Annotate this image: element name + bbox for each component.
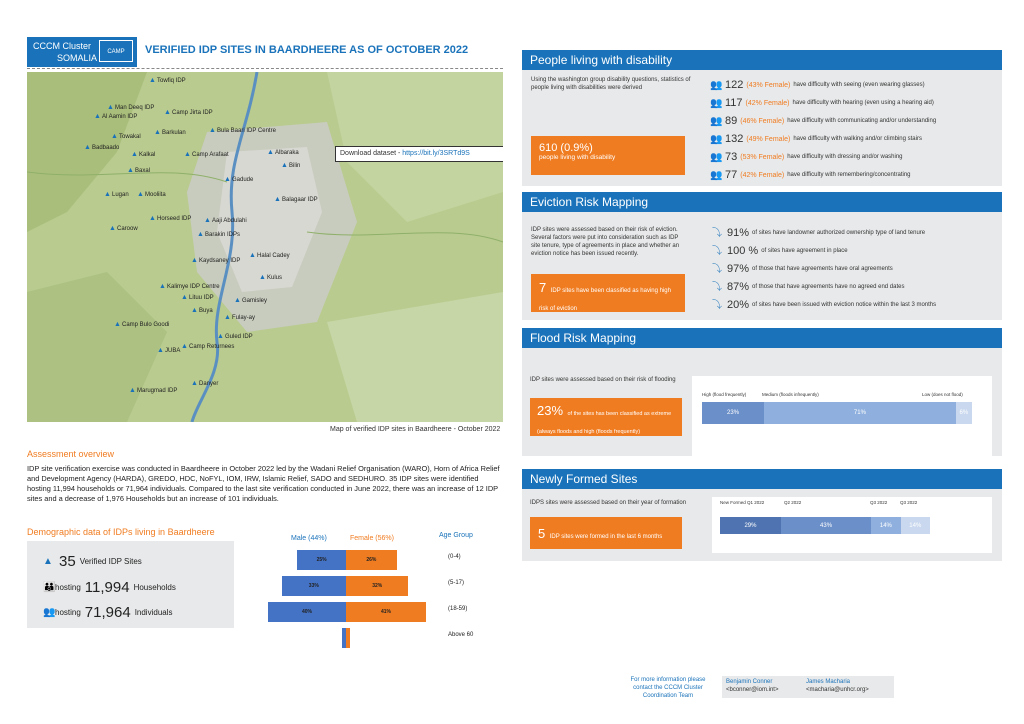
map-site-label: Caroow bbox=[117, 226, 138, 232]
idp-site-pin-icon[interactable]: ▲ bbox=[191, 257, 198, 264]
person-disability-icon: 👥 bbox=[710, 151, 723, 163]
disability-text: have difficulty with hearing (even using a hearing aid) bbox=[792, 100, 934, 106]
population-pyramid bbox=[230, 550, 510, 660]
map-site-label: Kaydsaney IDP bbox=[199, 258, 241, 264]
map-site-label: Marugmad IDP bbox=[137, 388, 178, 394]
map-site-label: Guled IDP bbox=[225, 334, 253, 340]
disability-value: 73 bbox=[725, 151, 738, 163]
idp-site-pin-icon[interactable]: ▲ bbox=[224, 176, 231, 183]
disability-female: (46% Female) bbox=[740, 117, 785, 125]
contact1-name: Benjamin Conner bbox=[726, 679, 773, 685]
flood-chart bbox=[692, 376, 992, 456]
households-suffix: Households bbox=[133, 583, 176, 592]
tent-icon: ▲ bbox=[43, 556, 53, 567]
disability-value: 77 bbox=[725, 169, 738, 181]
dataset-url[interactable]: https://bit.ly/3SRTd9S bbox=[402, 150, 470, 157]
eviction-value: 91% bbox=[727, 227, 750, 239]
bar-category-label: Low (does not flood) bbox=[922, 392, 963, 397]
disability-female: (42% Female) bbox=[745, 99, 790, 107]
map-site-label: JUBA bbox=[165, 348, 181, 354]
disability-text: have difficulty with remembering/concentrating bbox=[787, 172, 911, 178]
disability-list bbox=[710, 76, 1000, 184]
download-dataset-link[interactable] bbox=[335, 146, 503, 162]
eviction-text: of those that have agreements have oral agreements bbox=[752, 266, 893, 272]
eviction-value: 20% bbox=[727, 299, 750, 311]
disability-item bbox=[710, 76, 1000, 94]
eviction-item bbox=[712, 242, 1000, 260]
logo-line1: CCCM Cluster bbox=[33, 41, 92, 51]
newsites-categories bbox=[712, 500, 992, 518]
eviction-panel bbox=[522, 212, 1002, 320]
disability-item bbox=[710, 148, 1000, 166]
eviction-icon: ⤵ bbox=[712, 245, 722, 257]
eviction-value: 87% bbox=[727, 281, 750, 293]
idp-site-pin-icon[interactable]: ▲ bbox=[94, 113, 101, 120]
disability-text: have difficulty with communicating and/or understanding bbox=[787, 118, 937, 124]
idp-site-pin-icon[interactable]: ▲ bbox=[107, 104, 114, 111]
households-value: 11,994 bbox=[84, 579, 130, 596]
idp-site-pin-icon[interactable]: ▲ bbox=[131, 151, 138, 158]
map-site-label: Gadude bbox=[232, 177, 254, 183]
idp-site-pin-icon[interactable]: ▲ bbox=[204, 217, 211, 224]
map-site-label: Camp Arafaat bbox=[192, 152, 229, 158]
idp-site-pin-icon[interactable]: ▲ bbox=[181, 343, 188, 350]
disability-item bbox=[710, 112, 1000, 130]
age-group-tick: (0-4) bbox=[448, 554, 461, 560]
bar-category-label: Q2 2022 bbox=[784, 500, 802, 505]
map-site-label: Badbaado bbox=[92, 145, 120, 151]
flood-heading: Flood Risk Mapping bbox=[522, 328, 1002, 348]
map-background bbox=[27, 72, 503, 422]
disability-female: (49% Female) bbox=[746, 135, 791, 143]
assessment-heading: Assessment overview bbox=[27, 449, 115, 459]
idp-site-pin-icon[interactable]: ▲ bbox=[84, 144, 91, 151]
male-legend: Male (44%) bbox=[291, 535, 327, 542]
eviction-text: of those that have agreements have no agreed end dates bbox=[752, 284, 905, 290]
map-site-label: Camp Bulo Goodi bbox=[122, 322, 170, 328]
sites-value: 35 bbox=[59, 553, 76, 570]
disability-heading: People living with disability bbox=[522, 50, 1002, 70]
disability-text: have difficulty with seeing (even wearing glasses) bbox=[793, 82, 925, 88]
map-site-label: Albaraka bbox=[275, 150, 299, 156]
person-disability-icon: 👥 bbox=[710, 115, 723, 127]
individuals-value: 71,964 bbox=[84, 604, 131, 621]
map-site-label: Baxal bbox=[135, 168, 151, 174]
eviction-heading: Eviction Risk Mapping bbox=[522, 192, 1002, 212]
newsites-bar bbox=[720, 517, 930, 534]
idp-site-pin-icon[interactable]: ▲ bbox=[109, 225, 116, 232]
idp-site-pin-icon[interactable]: ▲ bbox=[224, 314, 231, 321]
idp-site-pin-icon[interactable]: ▲ bbox=[159, 283, 166, 290]
eviction-item bbox=[712, 296, 1000, 314]
female-bar: 26% bbox=[346, 550, 397, 570]
contact-1 bbox=[726, 678, 778, 694]
newsites-chart bbox=[712, 497, 992, 553]
map-site-label: Kulus bbox=[267, 275, 283, 281]
contact1-email[interactable]: <bconner@iom.int> bbox=[726, 687, 779, 693]
map-site-label: Mooliita bbox=[145, 192, 166, 198]
map-site-label: Gamisley bbox=[242, 298, 268, 304]
map-site-label: Man Deeq IDP bbox=[115, 105, 155, 111]
eviction-text: of sites have agreement in place bbox=[761, 248, 848, 254]
bar-segment: 6% bbox=[956, 402, 972, 424]
newsites-panel bbox=[522, 489, 1002, 561]
idp-site-pin-icon[interactable]: ▲ bbox=[127, 167, 134, 174]
map-site-label: Horseed IDP bbox=[157, 216, 192, 222]
eviction-icon: ⤵ bbox=[712, 263, 722, 275]
disability-value: 132 bbox=[725, 133, 744, 145]
cccm-logo bbox=[27, 37, 137, 67]
disability-female: (42% Female) bbox=[740, 171, 785, 179]
eviction-icon: ⤵ bbox=[712, 299, 722, 311]
map-site-label: Halal Cadey bbox=[257, 253, 290, 259]
map-caption: Map of verified IDP sites in Baardheere - October 2022 bbox=[330, 426, 501, 433]
bar-segment: 14% bbox=[871, 517, 900, 534]
eviction-highlight-text: IDP sites have been classified as having high risk of eviction bbox=[539, 288, 671, 312]
map-site-label: Bula Baari IDP Centre bbox=[217, 128, 276, 134]
flood-intro: IDP sites were assessed based on their risk of flooding bbox=[530, 377, 676, 383]
map-site-label: Bilin bbox=[289, 163, 301, 169]
map-site-label: Aaji Abdulahi bbox=[212, 218, 247, 224]
eviction-text: of sites have landowner authorized ownership type of land tenure bbox=[752, 230, 926, 236]
bar-segment: 23% bbox=[702, 402, 764, 424]
idp-site-pin-icon[interactable]: ▲ bbox=[249, 252, 256, 259]
female-legend: Female (56%) bbox=[350, 535, 394, 542]
footer-info: For more information please contact the CCCM Cluster Coordination Team bbox=[630, 677, 706, 699]
idp-site-pin-icon[interactable]: ▲ bbox=[164, 109, 171, 116]
person-disability-icon: 👥 bbox=[710, 133, 723, 145]
eviction-highlight-num: 7 bbox=[539, 280, 547, 295]
logo-mark: CAMP bbox=[99, 40, 133, 62]
demographic-summary bbox=[27, 541, 234, 628]
person-disability-icon: 👥 bbox=[710, 97, 723, 109]
bar-category-label: New Formed Q1 2022 bbox=[720, 500, 765, 505]
households-row bbox=[43, 579, 176, 596]
map-site-label: Towakal bbox=[119, 134, 141, 140]
disability-value: 89 bbox=[725, 115, 738, 127]
map-site-label: Al Aamin IDP bbox=[102, 114, 138, 120]
eviction-value: 97% bbox=[727, 263, 750, 275]
flood-highlight-box bbox=[530, 398, 682, 436]
idp-site-pin-icon[interactable]: ▲ bbox=[129, 387, 136, 394]
idp-site-pin-icon[interactable]: ▲ bbox=[114, 321, 121, 328]
disability-text: have difficulty with dressing and/or washing bbox=[787, 154, 903, 160]
disability-intro: Using the washington group disability questions, statistics of people living with disabilities were derived bbox=[531, 77, 691, 91]
map-site-label: Kalkal bbox=[139, 152, 156, 158]
female-bar: 41% bbox=[346, 602, 426, 622]
contact2-email[interactable]: <macharia@unhcr.org> bbox=[806, 687, 869, 693]
bar-segment: 71% bbox=[764, 402, 956, 424]
demographic-heading: Demographic data of IDPs living in Baardheere bbox=[27, 527, 215, 537]
male-bar: 40% bbox=[268, 602, 346, 622]
age-group-tick: (5-17) bbox=[448, 580, 465, 586]
newsites-highlight-text: IDP sites were formed in the last 6 months bbox=[549, 534, 663, 540]
male-bar: 33% bbox=[282, 576, 346, 596]
eviction-text: of sites have been issued with eviction notice within the last 3 months bbox=[752, 302, 937, 308]
idp-site-pin-icon[interactable]: ▲ bbox=[184, 151, 191, 158]
bar-category-label: High (flood frequently) bbox=[702, 392, 747, 397]
contact2-name: James Macharia bbox=[806, 679, 851, 685]
idp-site-pin-icon[interactable]: ▲ bbox=[157, 347, 164, 354]
map-site-label: Balagaar IDP bbox=[282, 197, 318, 203]
page-title: VERIFIED IDP SITES IN BAARDHEERE AS OF OCTOBER 2022 bbox=[145, 44, 469, 56]
map-site-label: Towfiq IDP bbox=[157, 78, 186, 84]
bar-segment: 43% bbox=[781, 517, 871, 534]
logo-line2: SOMALIA bbox=[57, 53, 98, 63]
sites-row bbox=[43, 553, 142, 570]
disability-item bbox=[710, 166, 1000, 184]
person-disability-icon: 👥 bbox=[710, 79, 723, 91]
idp-site-pin-icon[interactable]: ▲ bbox=[274, 196, 281, 203]
title-divider bbox=[27, 68, 503, 69]
newsites-highlight-num: 5 bbox=[538, 526, 546, 541]
eviction-item bbox=[712, 260, 1000, 278]
flood-highlight-text: of the sites has been classified as extreme (always floods and high (floods frequently) bbox=[537, 411, 672, 435]
idp-site-pin-icon[interactable]: ▲ bbox=[191, 307, 198, 314]
idp-map[interactable] bbox=[27, 72, 503, 422]
map-site-label: Lugan bbox=[112, 192, 129, 198]
eviction-highlight-box bbox=[531, 274, 685, 312]
contacts-box bbox=[722, 676, 894, 698]
download-label: Download dataset - bbox=[340, 150, 403, 157]
disability-value: 122 bbox=[725, 79, 744, 91]
disability-total-box bbox=[531, 136, 685, 175]
contact-2 bbox=[806, 678, 869, 694]
eviction-icon: ⤵ bbox=[712, 281, 722, 293]
bar-segment: 14% bbox=[901, 517, 930, 534]
idp-site-pin-icon[interactable]: ▲ bbox=[111, 133, 118, 140]
flood-panel bbox=[522, 348, 1002, 456]
idp-site-pin-icon[interactable]: ▲ bbox=[149, 77, 156, 84]
eviction-icon: ⤵ bbox=[712, 227, 722, 239]
map-site-label: Barkulan bbox=[162, 130, 186, 136]
sites-suffix: Verified IDP Sites bbox=[79, 557, 142, 566]
idp-site-pin-icon[interactable]: ▲ bbox=[154, 129, 161, 136]
households-prefix: hosting bbox=[55, 583, 81, 592]
bar-category-label: Q3 2022 bbox=[900, 500, 918, 505]
eviction-value: 100 % bbox=[727, 245, 759, 257]
idp-site-pin-icon[interactable]: ▲ bbox=[191, 380, 198, 387]
female-bar bbox=[346, 628, 350, 648]
eviction-intro: IDP sites were assessed based on their risk of eviction. Several factors were put into consideration such as IDP site tenure, type of agreements in place and whether an eviction notice has been issued recently. bbox=[531, 227, 680, 257]
map-site-label: Camp Returnees bbox=[189, 344, 235, 350]
idp-site-pin-icon[interactable]: ▲ bbox=[281, 162, 288, 169]
idp-site-pin-icon[interactable]: ▲ bbox=[234, 297, 241, 304]
disability-value: 117 bbox=[725, 97, 743, 109]
disability-female: (43% Female) bbox=[746, 81, 791, 89]
flood-highlight-num: 23% bbox=[537, 403, 564, 418]
female-bar: 32% bbox=[346, 576, 408, 596]
idp-site-pin-icon[interactable]: ▲ bbox=[104, 191, 111, 198]
map-site-label: Fulay-ay bbox=[232, 315, 256, 321]
newsites-highlight-box bbox=[530, 517, 682, 549]
idp-site-pin-icon[interactable]: ▲ bbox=[217, 333, 224, 340]
disability-female: (53% Female) bbox=[740, 153, 785, 161]
individuals-suffix: Individuals bbox=[134, 608, 173, 617]
bar-segment: 29% bbox=[720, 517, 781, 534]
eviction-list bbox=[712, 224, 1000, 314]
disability-item bbox=[710, 94, 1000, 112]
individuals-row bbox=[43, 604, 173, 621]
eviction-item bbox=[712, 224, 1000, 242]
newsites-heading: Newly Formed Sites bbox=[522, 469, 1002, 489]
assessment-text: IDP site verification exercise was conducted in Baardheere in October 2022 led by the Wadani Relief Organisation (WARO), Horn of Africa Relief and Development Agency (HARDA), GREDO, HDC, NoFYL, IOM, IRW, Islamic Relief, SADO and SEDHURO. 35 IDP sites were identified hosting 11,994 households or 71,964 individuals. Compared to the last site verification conducted in June 2022, there was an increase of 12 IDP sites and a decrease of 1,976 Households but an increase of 101 individuals. bbox=[27, 464, 500, 503]
family-icon: 👪 bbox=[43, 582, 56, 593]
people-icon: 👥 bbox=[43, 607, 56, 618]
map-site-label: Kalimye IDP Centre bbox=[167, 284, 220, 290]
age-group-tick: (18-59) bbox=[448, 606, 468, 612]
disability-total: 610 (0.9%) bbox=[539, 142, 593, 154]
map-site-label: Barakin IDPs bbox=[205, 232, 241, 238]
idp-site-pin-icon[interactable]: ▲ bbox=[197, 231, 204, 238]
map-site-label: Danyer bbox=[199, 381, 219, 387]
flood-categories bbox=[692, 392, 992, 402]
idp-site-pin-icon[interactable]: ▲ bbox=[267, 149, 274, 156]
map-site-label: Lituu IDP bbox=[189, 295, 214, 301]
idp-site-pin-icon[interactable]: ▲ bbox=[149, 215, 156, 222]
bar-category-label: Medium (floods infrequently) bbox=[762, 392, 819, 397]
idp-site-pin-icon[interactable]: ▲ bbox=[137, 191, 144, 198]
idp-site-pin-icon[interactable]: ▲ bbox=[259, 274, 266, 281]
age-group-tick: Above 60 bbox=[448, 632, 474, 638]
disability-total-label: people living with disability bbox=[539, 154, 616, 161]
disability-panel bbox=[522, 70, 1002, 186]
map-site-label: Camp Jirta IDP bbox=[172, 110, 213, 116]
person-disability-icon: 👥 bbox=[710, 169, 723, 181]
disability-text: have difficulty with walking and/or climbing stairs bbox=[793, 136, 922, 142]
male-bar: 25% bbox=[297, 550, 346, 570]
age-group-label: Age Group bbox=[439, 532, 473, 539]
bar-category-label: Q3 2022 bbox=[870, 500, 888, 505]
idp-site-pin-icon[interactable]: ▲ bbox=[209, 127, 216, 134]
newsites-intro: IDPS sites were assessed based on their year of formation bbox=[530, 500, 687, 506]
flood-bar bbox=[702, 402, 972, 424]
map-site-label: Buya bbox=[199, 308, 213, 314]
individuals-prefix: hosting bbox=[55, 608, 81, 617]
disability-item bbox=[710, 130, 1000, 148]
idp-site-pin-icon[interactable]: ▲ bbox=[181, 294, 188, 301]
eviction-item bbox=[712, 278, 1000, 296]
